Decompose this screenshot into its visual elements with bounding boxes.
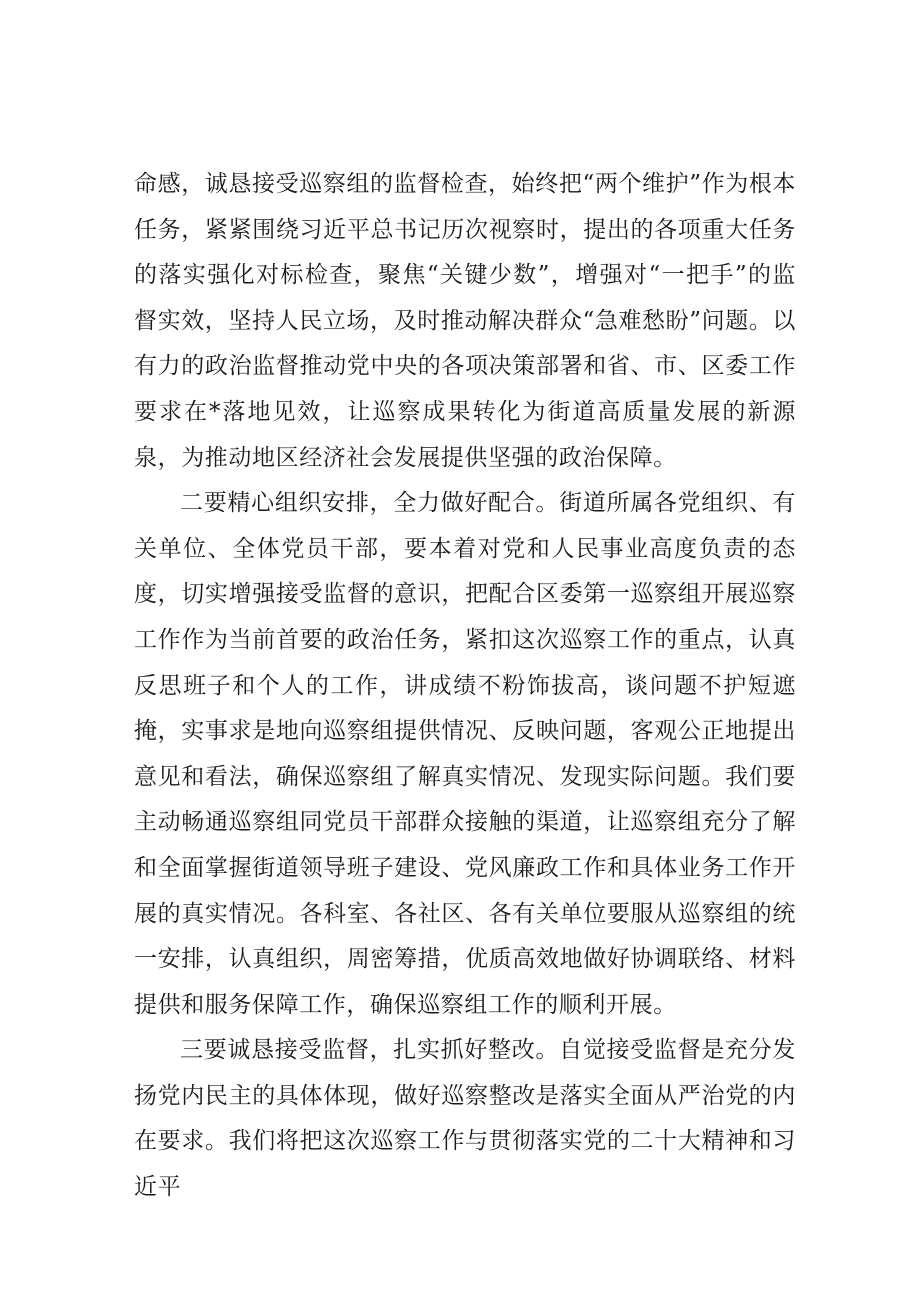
- document-body: [134, 162, 796, 1211]
- paragraph-two: 二要精心组织安排，全力做好配合。街道所属各党组织、有关单位、全体党员干部，要本着对党和人民事业高度负责的态度，切实增强接受监督的意识，把配合区委第一巡察组开展巡察工作作为当前首要的政治任务，紧扣这次巡察工作的重点，认真反思班子和个人的工作，讲成绩不粉饰拔高，谈问题不护短遮掩，实事求是地向巡察组提供情况、反映问题，客观公正地提出意见和看法，确保巡察组了解真实情况、发现实际问题。我们要主动畅通巡察组同党员干部群众接触的渠道，让巡察组充分了解和全面掌握街道领导班子建设、党风廉政工作和具体业务工作开展的真实情况。各科室、各社区、各有关单位要服从巡察组的统一安排，认真组织，周密筹措，优质高效地做好协调联络、材料提供和服务保障工作，确保巡察组工作的顺利开展。: [134, 490, 796, 1018]
- paragraph-continued: 命感，诚恳接受巡察组的监督检查，始终把“两个维护”作为根本任务，紧紧围绕习近平总书记历次视察时，提出的各项重大任务的落实强化对标检查，聚焦“关键少数”，增强对“一把手”的监督实效，坚持人民立场，及时推动解决群众“急难愁盼”问题。以有力的政治监督推动党中央的各项决策部署和省、市、区委工作要求在*落地见效，让巡察成果转化为街道高质量发展的新源泉，为推动地区经济社会发展提供坚强的政治保障。: [134, 171, 796, 471]
- paragraph-three: 三要诚恳接受监督，扎实抓好整改。自觉接受监督是充分发扬党内民主的具体体现，做好巡察整改是落实全面从严治党的内在要求。我们将把这次巡察工作与贯彻落实党的二十大精神和习近平: [134, 1037, 796, 1201]
